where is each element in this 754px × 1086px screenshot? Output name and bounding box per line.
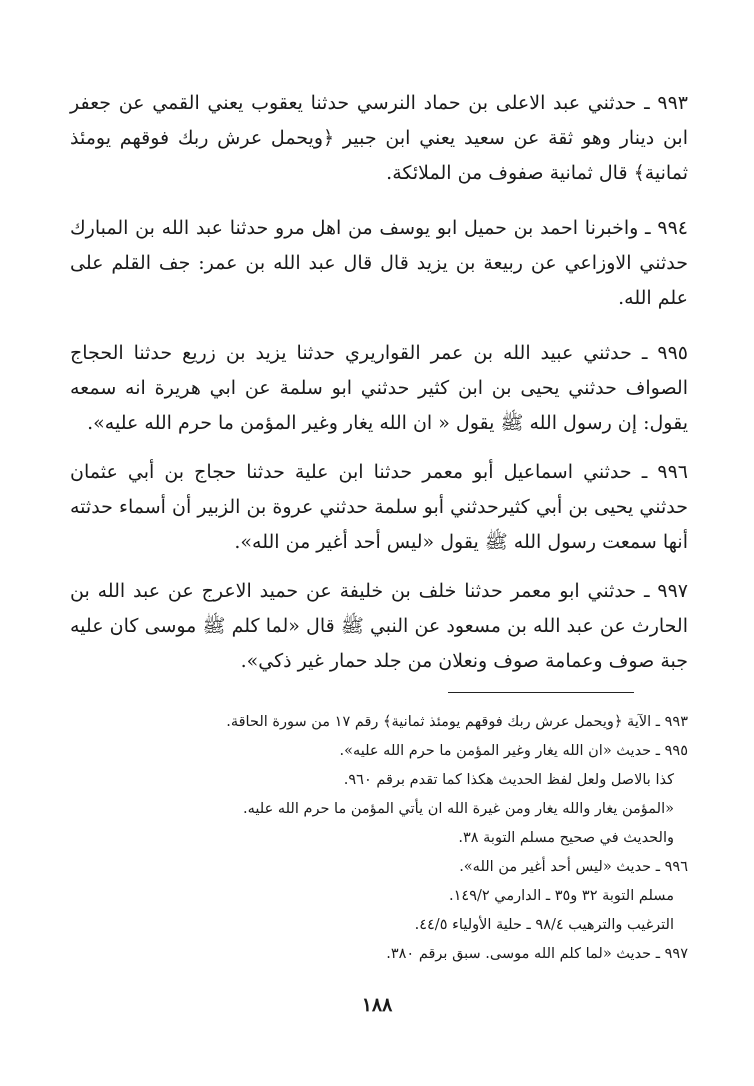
footnote-line: مسلم التوبة ٣٢ و٣٥ ـ الدارمي ١٤٩/٢. [449,888,674,904]
footnote-line: ٩٩٥ ـ حديث «ان الله يغار وغير المؤمن ما حرم الله عليه». [339,743,688,759]
footnote-line: ٩٩٦ ـ حديث «ليس أحد أغير من الله». [459,859,688,875]
hadith-paragraph-996: ٩٩٦ ـ حدثني اسماعيل أبو معمر حدثنا ابن علية حدثنا حجاج بن أبي عثمان حدثني يحيى بن أبي كثيرحدثني أبو سلمة حدثني عروة بن الزبير أن أسماء حدثته أنها سمعت رسول الله ﷺ يقول «ليس أحد أغير من الله». [70,461,688,553]
footnote-line: والحديث في صحيح مسلم التوبة ٣٨. [458,830,674,846]
hadith-paragraph-995: ٩٩٥ ـ حدثني عبيد الله بن عمر القواريري حدثنا يزيد بن زريع حدثنا الحجاج الصواف حدثني يحيى بن ابن كثير حدثني ابو سلمة عن ابي هريرة انه سمعه يقول: إن رسول الله ﷺ يقول « ان الله يغار وغير المؤمن ما حرم الله عليه». [70,342,688,434]
footnote-line: ٩٩٧ ـ حديث «لما كلم الله موسى. سبق برقم ٣٨٠. [386,946,688,962]
hadith-paragraph-993: ٩٩٣ ـ حدثني عبد الاعلى بن حماد النرسي حدثنا يعقوب يعني القمي عن جعفر ابن دينار وهو ثقة عن سعيد يعني ابن جبير ﴿ويحمل عرش ربك فوقهم يومئذ ثمانية﴾ قال ثمانية صفوف من الملائكة. [70,92,688,184]
hadith-paragraph-997: ٩٩٧ ـ حدثني ابو معمر حدثنا خلف بن خليفة عن حميد الاعرج عن عبد الله بن الحارث عن عبد الله بن مسعود عن النبي ﷺ قال «لما كلم ﷺ موسى كان عليه جبة صوف وعمامة صوف ونعلان من جلد حمار غير ذكي». [70,580,688,672]
footnote-line: الترغيب والترهيب ٩٨/٤ ـ حلية الأولياء ٤٤/٥. [414,917,674,933]
footnote-line: كذا بالاصل ولعل لفظ الحديث هكذا كما تقدم برقم ٩٦٠. [343,772,674,788]
page-number: ١٨٨ [361,994,393,1016]
main-text-body [70,86,688,699]
hadith-paragraph-994: ٩٩٤ ـ واخبرنا احمد بن حميل ابو يوسف من اهل مرو حدثنا عبد الله بن المبارك حدثني الاوزاعي عن ربيعة بن يزيد قال قال عبد الله بن عمر: جف القلم على علم الله. [70,217,688,309]
footnote-divider [448,692,634,693]
footnote-line: «المؤمن يغار والله يغار ومن غيرة الله ان يأتي المؤمن ما حرم الله عليه. [243,801,674,817]
footnotes-section [70,708,688,969]
footnote-line: ٩٩٣ ـ الآية ﴿ويحمل عرش ربك فوقهم يومئذ ثمانية﴾ رقم ١٧ من سورة الحاقة. [226,714,688,730]
